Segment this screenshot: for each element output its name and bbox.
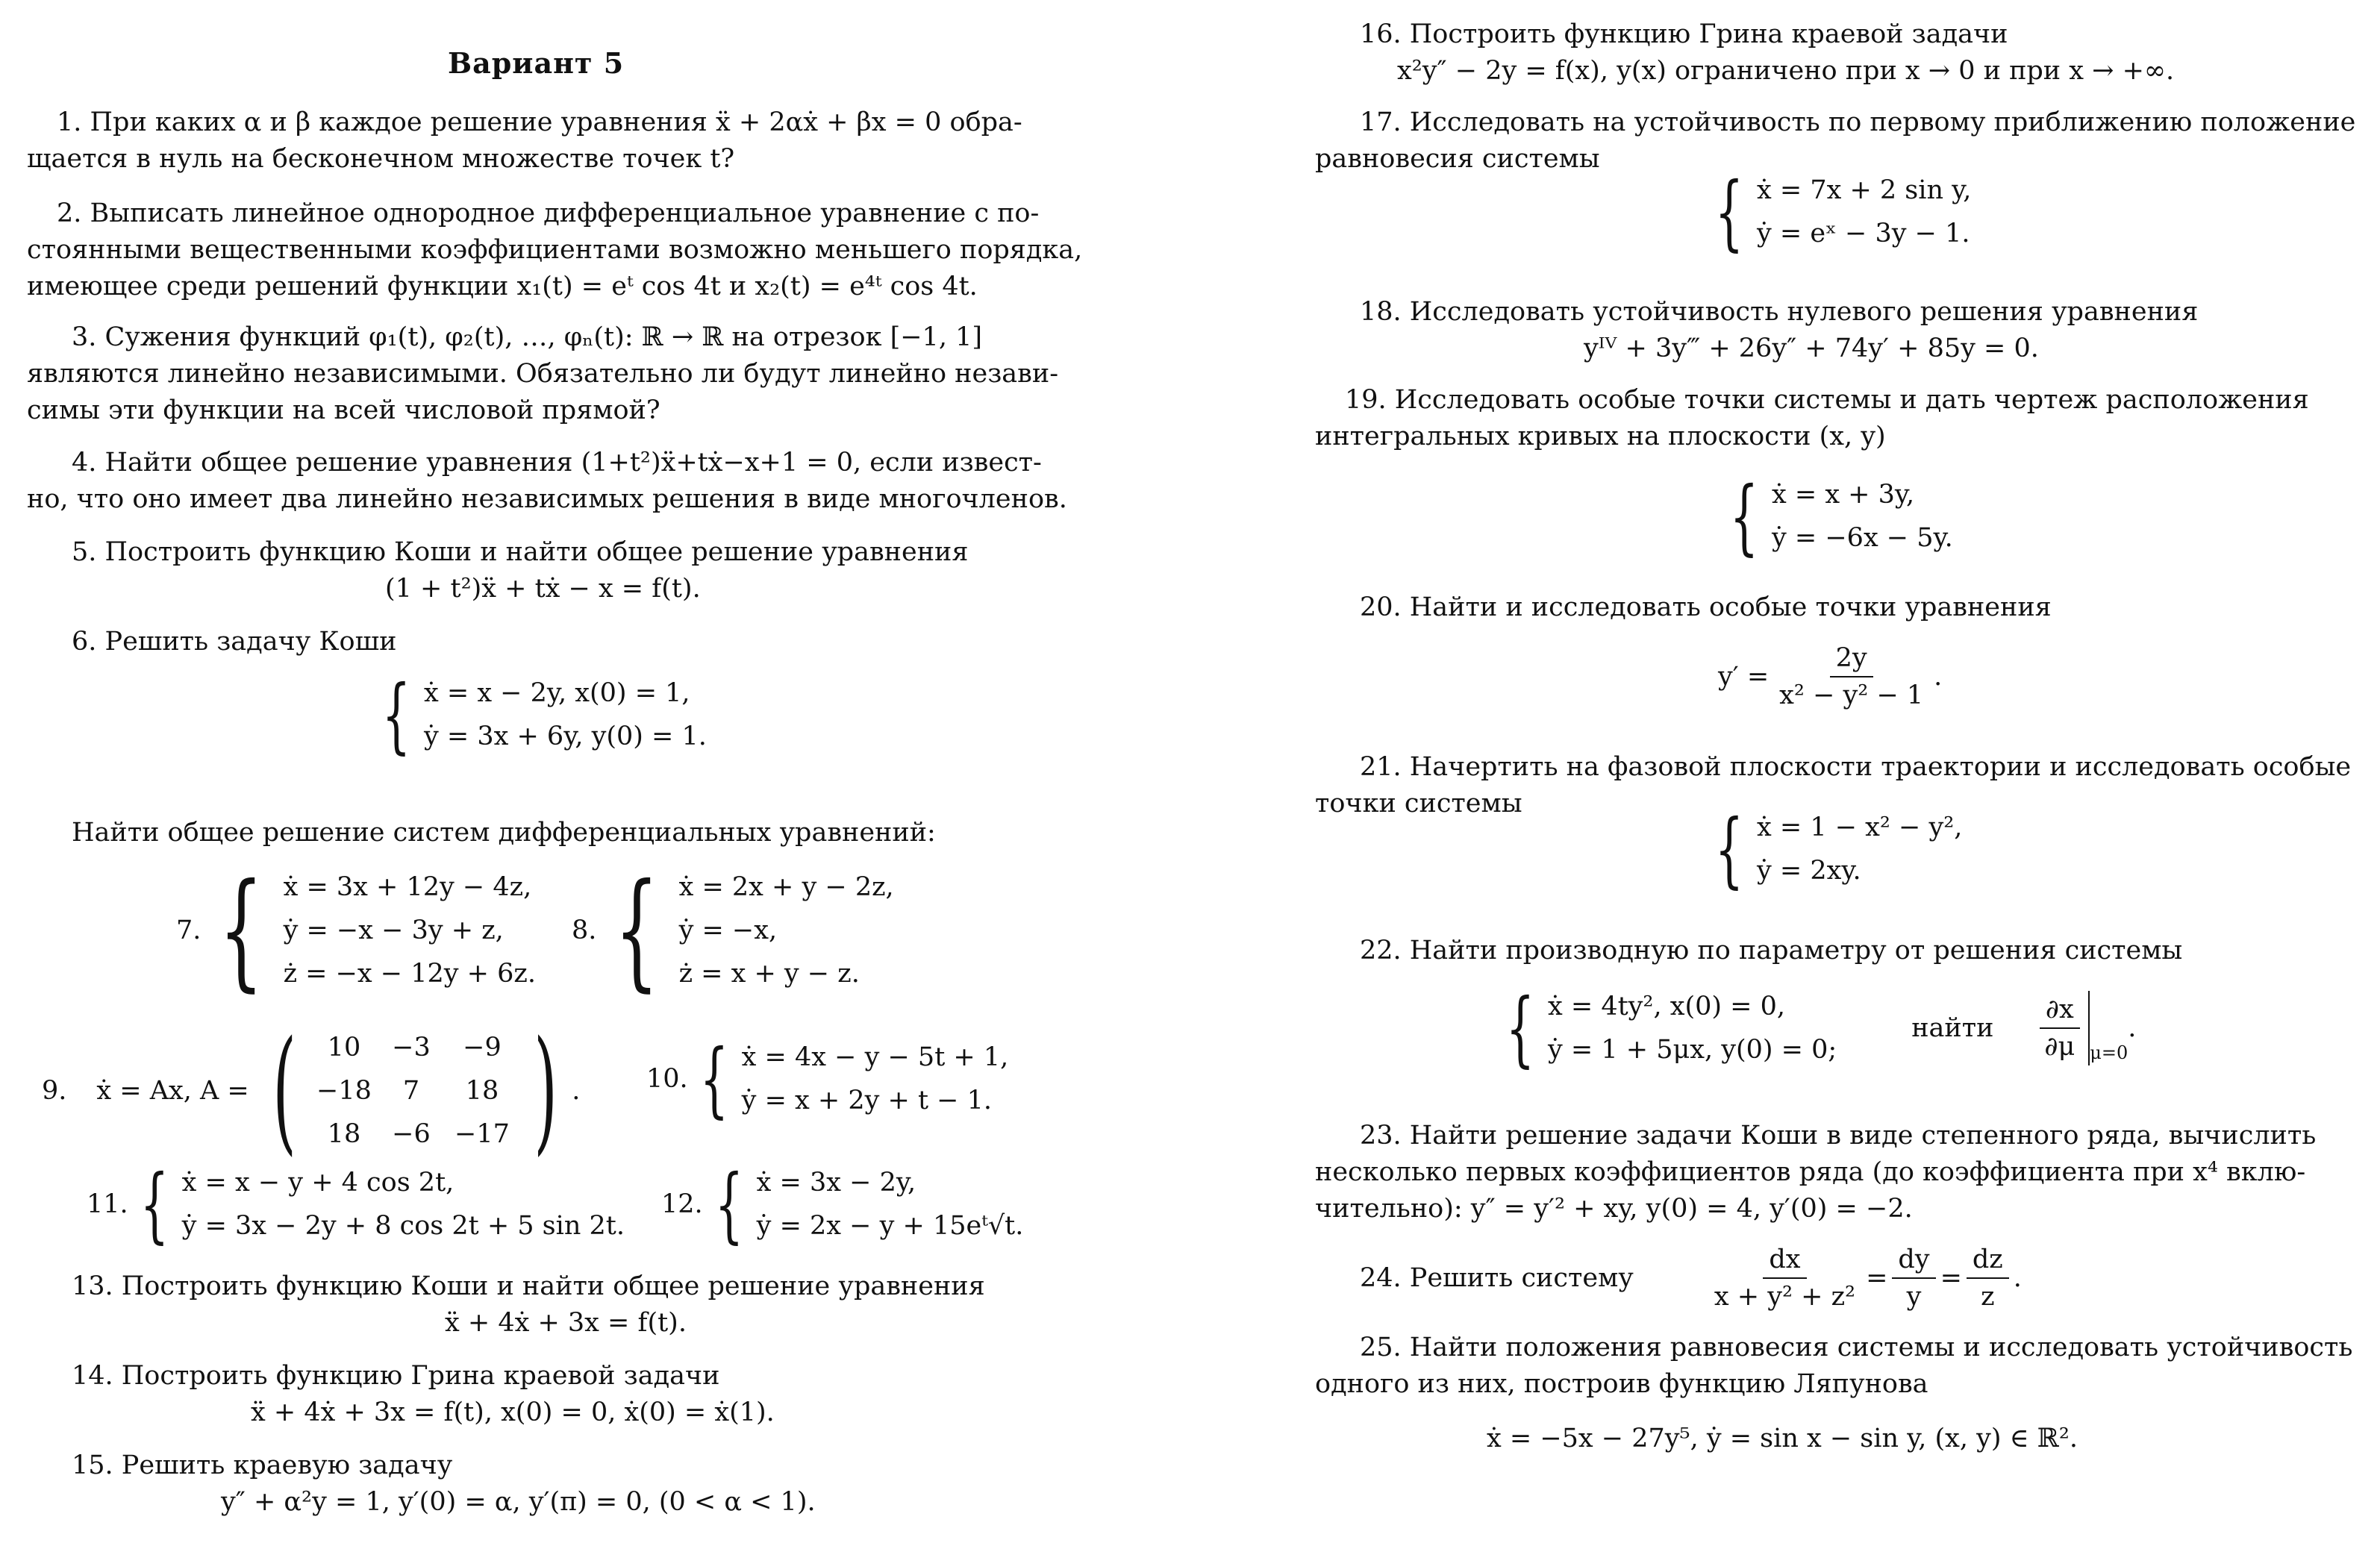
right-column: [1315, 0, 2360, 1543]
problem-19-system: { ẋ = x + 3y, ẏ = −6x − 5y.: [1729, 469, 1953, 564]
problem-20-equation: y′ = $\frac{2y}{\text{x² − y² − 1}}$ .: [1718, 640, 1942, 713]
problem-9: 9. ẋ = Ax, A = ( 10 −3 −9 −18 7 18 18 −6 −17 ) .: [42, 1013, 581, 1168]
problem-3: 3. Сужения функций φ₁(t), φ₂(t), …, φₙ(t): ℝ → ℝ на отрезок [−1, 1] являются линейно независимыми. Обязательно ли будут линейно незави- симы эти функции на всей числовой прямой?: [27, 322, 1059, 425]
problem-6-system: { ẋ = x − 2y, x(0) = 1, ẏ = 3x + 6y, y(0) = 1.: [381, 667, 707, 763]
problem-13: 13. Построить функцию Коши и найти общее решение уравнения ẍ + 4ẋ + 3x = f(t).: [72, 1271, 985, 1338]
problem-7: 7. { ẋ = 3x + 12y − 4z, ẏ = −x − 3y + z, ż = −x − 12y + 6z.: [176, 857, 536, 1004]
fraction: $\frac{dy}{y}$: [1892, 1242, 1935, 1315]
problem-21-system: { ẋ = 1 − x² − y², ẏ = 2xy.: [1714, 801, 1963, 897]
problem-12: 12. { ẋ = 3x − 2y, ẏ = 2x − y + 15eᵗ√t.: [661, 1157, 1024, 1252]
problem-24: 24. Решить систему $\frac{dx}{\text{x + y² + z²}}$ = $\frac{dy}{y}$ = $\frac{dz}{z}$ .: [1360, 1242, 2022, 1315]
problem-14: 14. Построить функцию Грина краевой задачи ẍ + 4ẋ + 3x = f(t), x(0) = 0, ẋ(0) = ẋ(1).: [72, 1361, 775, 1427]
problem-25-equation: ẋ = −5x − 27y⁵, ẏ = sin x − sin y, (x, y) ∈ ℝ².: [1487, 1424, 2078, 1453]
fraction: $\frac{2y}{\text{x² − y² − 1}}$: [1773, 640, 1929, 713]
problem-8: 8. { ẋ = 2x + y − 2z, ẏ = −x, ż = x + y − z.: [572, 857, 894, 1004]
problem-17-system: { ẋ = 7x + 2 sin y, ẏ = eˣ − 3y − 1.: [1714, 164, 1972, 260]
left-column: [27, 0, 1087, 1543]
fraction: $\frac{dx}{\text{x + y² + z²}}$: [1708, 1242, 1861, 1315]
problem-17: 17. Исследовать на устойчивость по первому приближению положение равновесия системы: [1315, 107, 2356, 174]
matrix-A: ( 10 −3 −9 −18 7 18 18 −6 −17 ): [272, 1013, 557, 1168]
problem-25: 25. Найти положения равновесия системы и исследовать устойчивость одного из них, построив функцию Ляпунова: [1315, 1333, 2353, 1399]
problem-6: 6. Решить задачу Коши: [72, 627, 397, 657]
problem-19: 19. Исследовать особые точки системы и дать чертеж расположения интегральных кривых на плоскости (x, y): [1315, 385, 2309, 451]
fraction: $\frac{dz}{z}$: [1967, 1242, 2009, 1315]
problem-5: 5. Построить функцию Коши и найти общее решение уравнения (1 + t²)ẍ + tẋ − x = f(t).: [72, 537, 969, 604]
problem-21: 21. Начертить на фазовой плоскости траектории и исследовать особые точки системы: [1315, 752, 2352, 819]
problem-18: 18. Исследовать устойчивость нулевого решения уравнения yᴵⱽ + 3y‴ + 26y″ + 74y′ + 85y = 0.: [1360, 297, 2199, 363]
problem-10: 10. { ẋ = 4x − y − 5t + 1, ẏ = x + 2y + t − 1.: [646, 1031, 1009, 1127]
fraction: $\frac{\partial x}{\partial\mu}$: [2038, 992, 2081, 1065]
problem-22-system: { ẋ = 4ty², x(0) = 0, ẏ = 1 + 5μx, y(0) = 0; найти $\frac{\partial x}{\partial\mu}$ μ=0 .: [1505, 980, 2137, 1076]
problem-22: 22. Найти производную по параметру от решения системы: [1360, 936, 2183, 965]
problem-2: 2. Выписать линейное однородное дифференциальное уравнение с по- стоянными вещественными коэффициентами возможно меньшего порядка, имеющее среди решений функции x₁(t) = eᵗ cos 4t и x₂(t) = e⁴ᵗ cos 4t.: [27, 198, 1083, 301]
problem-23: 23. Найти решение задачи Коши в виде степенного ряда, вычислить несколько первых коэффициентов ряда (до коэффициента при x⁴ вклю- чительно): y″ = y′² + xy, y(0) = 4, y′(0) = −2.: [1315, 1121, 2317, 1224]
problem-20: 20. Найти и исследовать особые точки уравнения: [1360, 592, 2052, 622]
systems-intro: Найти общее решение систем дифференциальных уравнений:: [72, 818, 936, 848]
problem-1: 1. При каких α и β каждое решение уравнения ẍ + 2αẋ + βx = 0 обра- щается в нуль на бесконечном множестве точек t?: [27, 107, 1022, 174]
problem-16: 16. Построить функцию Грина краевой задачи x²y″ − 2y = f(x), y(x) ограничено при x → 0 и при x → +∞.: [1360, 19, 2175, 86]
page-title: Вариант 5: [448, 46, 625, 80]
problem-11: 11. { ẋ = x − y + 4 cos 2t, ẏ = 3x − 2y + 8 cos 2t + 5 sin 2t.: [87, 1157, 625, 1252]
problem-15: 15. Решить краевую задачу y″ + α²y = 1, y′(0) = α, y′(π) = 0, (0 < α < 1).: [72, 1450, 816, 1517]
problem-4: 4. Найти общее решение уравнения (1+t²)ẍ+tẋ−x+1 = 0, если извест- но, что оно имеет два линейно независимых решения в виде многочленов.: [27, 448, 1067, 514]
